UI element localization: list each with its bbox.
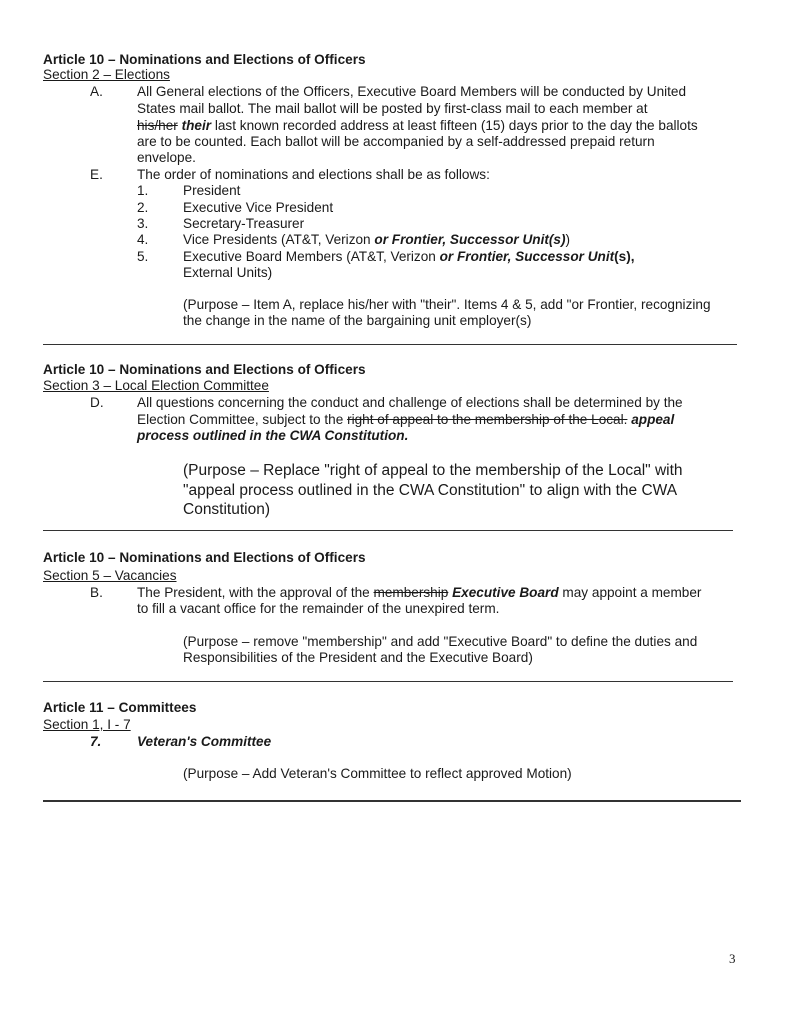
list-number: 4. — [137, 232, 149, 247]
section-divider — [43, 530, 733, 531]
list-number: 1. — [137, 183, 149, 198]
inserted-text: process outlined in the CWA Constitution. — [137, 428, 409, 443]
section-title: Section 5 – Vacancies — [43, 568, 177, 583]
item-label: B. — [90, 585, 103, 600]
list-item-continued: External Units) — [183, 265, 273, 280]
list-number: 2. — [137, 200, 149, 215]
item-label: A. — [90, 84, 103, 99]
section-divider — [43, 681, 733, 682]
list-item-text: (s), — [614, 249, 635, 264]
inserted-text: Veteran's Committee — [137, 734, 272, 749]
list-item-text: ) — [565, 232, 571, 247]
item-label: D. — [90, 395, 104, 410]
item-label: E. — [90, 167, 103, 182]
inserted-text: Executive Board — [452, 585, 559, 600]
article-heading: Article 10 – Nominations and Elections of Officers — [43, 52, 366, 67]
paragraph-line — [137, 118, 698, 134]
paragraph-line: to fill a vacant office for the remainder of the unexpired term. — [137, 601, 500, 616]
purpose-note: (Purpose – Item A, replace his/her with "their". Items 4 & 5, add "or Frontier, recognizing — [183, 297, 711, 312]
paragraph-line: The order of nominations and elections shall be as follows: — [137, 167, 490, 182]
list-item: President — [183, 183, 241, 198]
section-divider — [43, 344, 737, 345]
section-divider — [43, 800, 741, 802]
paragraph-line — [137, 412, 674, 428]
paragraph-line: States mail ballot. The mail ballot will be posted by first-class mail to each member at — [137, 101, 648, 116]
section-title: Section 3 – Local Election Committee — [43, 378, 269, 393]
purpose-note: Responsibilities of the President and the Executive Board) — [183, 650, 533, 665]
purpose-note: "appeal process outlined in the CWA Constitution" to align with the CWA — [183, 482, 678, 499]
deleted-text: his/her — [137, 118, 178, 133]
list-number: 5. — [137, 249, 149, 264]
inserted-text: or Frontier, Successor Unit — [439, 249, 615, 264]
paragraph-line: All questions concerning the conduct and challenge of elections shall be determined by the — [137, 395, 683, 410]
paragraph-text: may appoint a member — [562, 585, 702, 600]
deleted-text: right of appeal to the membership of the Local. — [347, 412, 628, 427]
list-item: Executive Vice President — [183, 200, 334, 215]
purpose-note: the change in the name of the bargaining unit employer(s) — [183, 313, 532, 328]
paragraph-text: last known recorded address at least fifteen (15) days prior to the day the ballots — [214, 118, 698, 133]
paragraph-line — [137, 585, 701, 601]
inserted-text: their — [181, 118, 212, 133]
inserted-text: appeal — [631, 412, 675, 427]
paragraph-text: Election Committee, subject to the — [137, 412, 344, 427]
section-title: Section 1, I - 7 — [43, 717, 131, 732]
article-heading: Article 10 – Nominations and Elections of Officers — [43, 362, 366, 377]
article-heading: Article 10 – Nominations and Elections of Officers — [43, 550, 366, 565]
section-title: Section 2 – Elections — [43, 67, 170, 82]
purpose-note: (Purpose – Add Veteran's Committee to reflect approved Motion) — [183, 766, 572, 781]
page-number: 3 — [729, 951, 736, 966]
list-item — [183, 249, 635, 265]
purpose-note: Constitution) — [183, 501, 271, 518]
paragraph-line: All General elections of the Officers, Executive Board Members will be conducted by United — [137, 84, 687, 99]
inserted-text: or Frontier, Successor Unit(s) — [374, 232, 566, 247]
list-item — [183, 232, 570, 248]
list-number: 7. — [90, 734, 102, 749]
paragraph-line: envelope. — [137, 150, 196, 165]
paragraph-text: The President, with the approval of the — [137, 585, 370, 600]
list-item-text: Executive Board Members (AT&T, Verizon — [183, 249, 436, 264]
list-number: 3. — [137, 216, 149, 231]
purpose-note: (Purpose – remove "membership" and add "Executive Board" to define the duties and — [183, 634, 698, 649]
deleted-text: membership — [373, 585, 449, 600]
article-heading: Article 11 – Committees — [43, 700, 197, 715]
list-item: Secretary-Treasurer — [183, 216, 305, 231]
paragraph-line: are to be counted. Each ballot will be accompanied by a self-addressed prepaid return — [137, 134, 655, 149]
purpose-note: (Purpose – Replace "right of appeal to the membership of the Local" with — [183, 462, 683, 479]
list-item-text: Vice Presidents (AT&T, Verizon — [183, 232, 371, 247]
